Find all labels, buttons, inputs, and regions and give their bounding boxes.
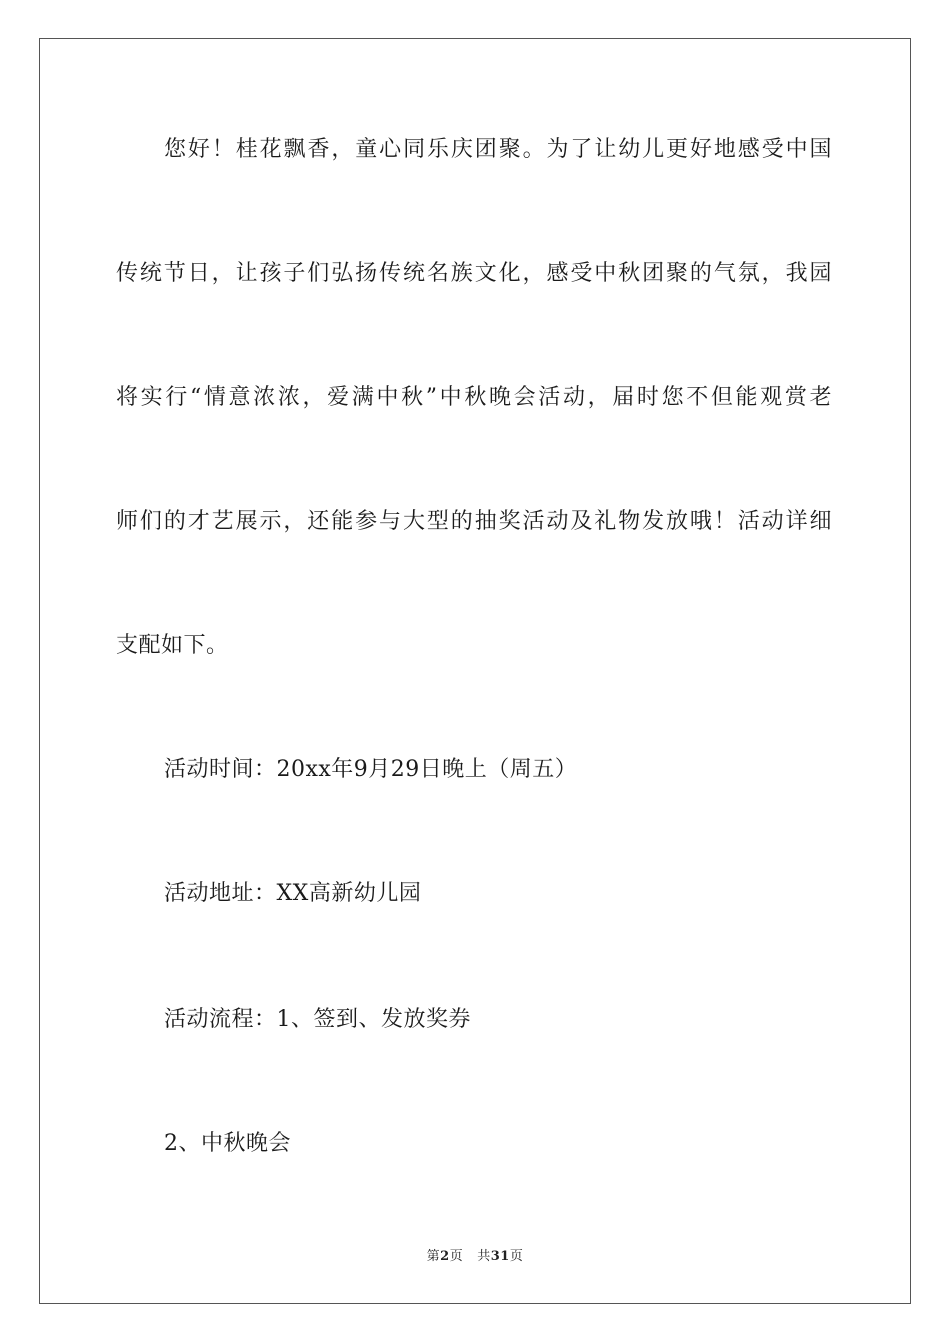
page-border [39,38,911,1304]
activity-process-item-2: 2、中秋晚会 [164,1131,291,1156]
activity-process: 活动流程：1、签到、发放奖券 [164,1007,471,1032]
paragraph-line-4: 师们的才艺展示，还能参与大型的抽奖活动及礼物发放哦！活动详细 [116,509,832,534]
paragraph-line-2: 传统节日，让孩子们弘扬传统名族文化，感受中秋团聚的气氛，我园 [116,261,832,286]
paragraph-line-3: 将实行“情意浓浓，爱满中秋”中秋晚会活动，届时您不但能观赏老 [116,385,832,410]
page-footer [0,1248,950,1266]
footer-total-unit: 页 [509,1249,524,1264]
total-page-count: 31 [490,1249,510,1264]
paragraph-line-1: 您好！桂花飘香，童心同乐庆团聚。为了让幼儿更好地感受中国 [164,137,832,162]
current-page-number: 2 [440,1249,450,1264]
activity-location: 活动地址：XX高新幼儿园 [164,881,422,906]
footer-page-unit: 页 [449,1249,464,1264]
footer-total-prefix: 共 [477,1249,491,1264]
paragraph-line-5: 支配如下。 [116,633,229,658]
footer-prefix: 第 [426,1249,441,1264]
activity-time: 活动时间：20xx年9月29日晚上（周五） [164,757,578,782]
